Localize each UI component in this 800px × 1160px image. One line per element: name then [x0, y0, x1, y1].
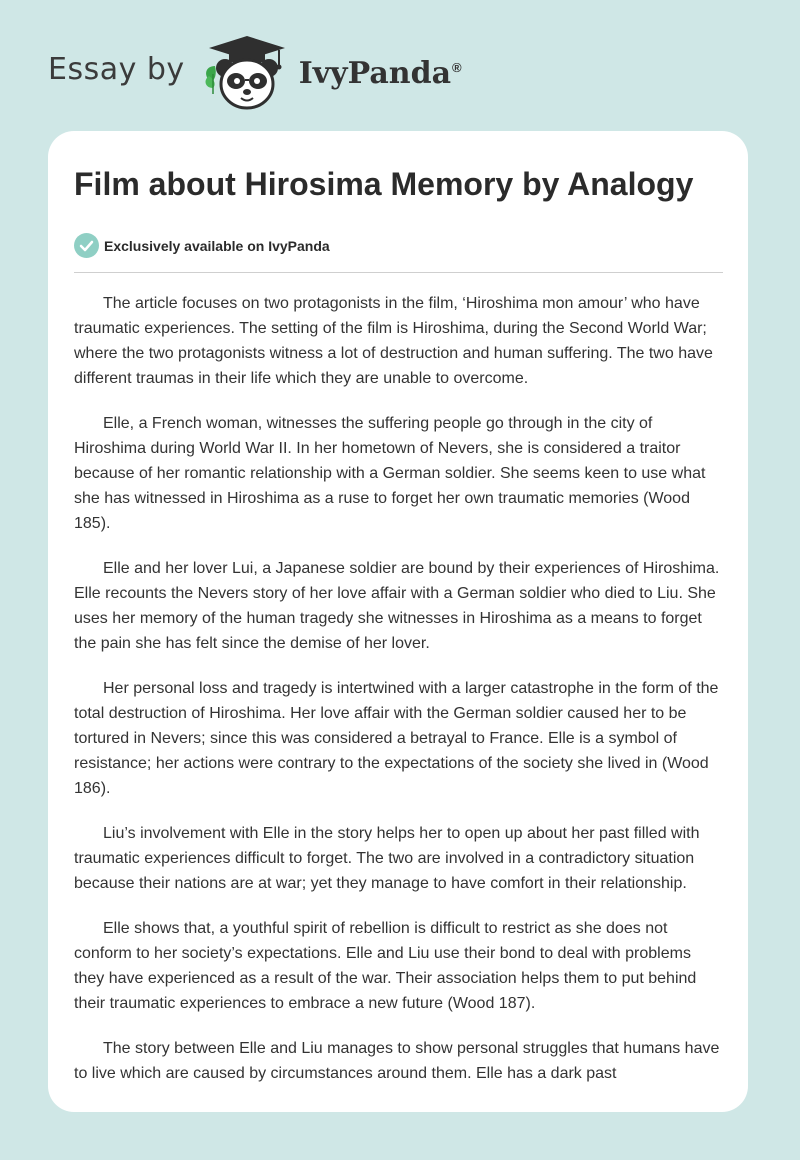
- paragraph: Elle shows that, a youthful spirit of rebellion is difficult to restrict as she does not conform to her society’s expectations. Elle and Liu use their bond to deal with problems they have experienced as a result of the war. Their association helps them to put behind their traumatic experiences to embrace a new future (Wood 187).: [74, 920, 697, 1012]
- paragraph: Liu’s involvement with Elle in the story helps her to open up about her past filled with traumatic experiences difficult to forget. The two are involved in a contradictory situation because their nations are at war; yet they manage to have comfort in their relationship.: [74, 825, 700, 892]
- essay-by-label: Essay by: [48, 51, 185, 87]
- paragraph: Elle, a French woman, witnesses the suffering people go through in the city of Hiroshima during World War II. In her hometown of Nevers, she is considered a traitor because of her romantic relationship with a German soldier. She seems keen to use what she has witnessed in Hiroshima as a ruse to forget her own traumatic memories (Wood 185).: [74, 415, 706, 532]
- essay-card: [48, 131, 748, 1112]
- brand-label: IvyPanda: [298, 55, 452, 91]
- check-circle-icon: [74, 233, 99, 258]
- paragraph: The article focuses on two protagonists in the film, ‘Hiroshima mon amour’ who have traumatic experiences. The setting of the film is Hiroshima, during the Second World War; where the two protagonists witness a lot of destruction and human suffering. The two have different traumas in their life which they are unable to overcome.: [74, 295, 713, 387]
- exclusive-label: Exclusively available on IvyPanda: [104, 237, 330, 254]
- title-divider: [74, 272, 723, 273]
- registered-mark: ®: [452, 59, 462, 75]
- ivypanda-logo-icon[interactable]: [201, 32, 293, 112]
- exclusive-badge: [74, 233, 722, 258]
- paragraph: The story between Elle and Liu manages to show personal struggles that humans have to live which are caused by circumstances around them. Elle has a dark past: [74, 1040, 720, 1082]
- paragraph: Elle and her lover Lui, a Japanese soldier are bound by their experiences of Hiroshima. Elle recounts the Nevers story of her love affair with a German soldier who died to Liu. She uses her memory of the human tragedy she witnesses in Hiroshima as a means to forget the pain she has felt since the demise of her lover.: [74, 560, 720, 652]
- paragraph: Her personal loss and tragedy is intertwined with a larger catastrophe in the form of the total destruction of Hiroshima. Her love affair with the German soldier caused her to be tortured in Nevers; since this was considered a betrayal to France. Elle is a symbol of resistance; her actions were contrary to the expectations of the society she lived in (Wood 186).: [74, 680, 719, 797]
- essay-title: Film about Hirosima Memory by Analogy: [74, 166, 694, 202]
- brand-name[interactable]: [299, 56, 462, 91]
- essay-body: [74, 291, 722, 1086]
- site-header: [48, 32, 462, 112]
